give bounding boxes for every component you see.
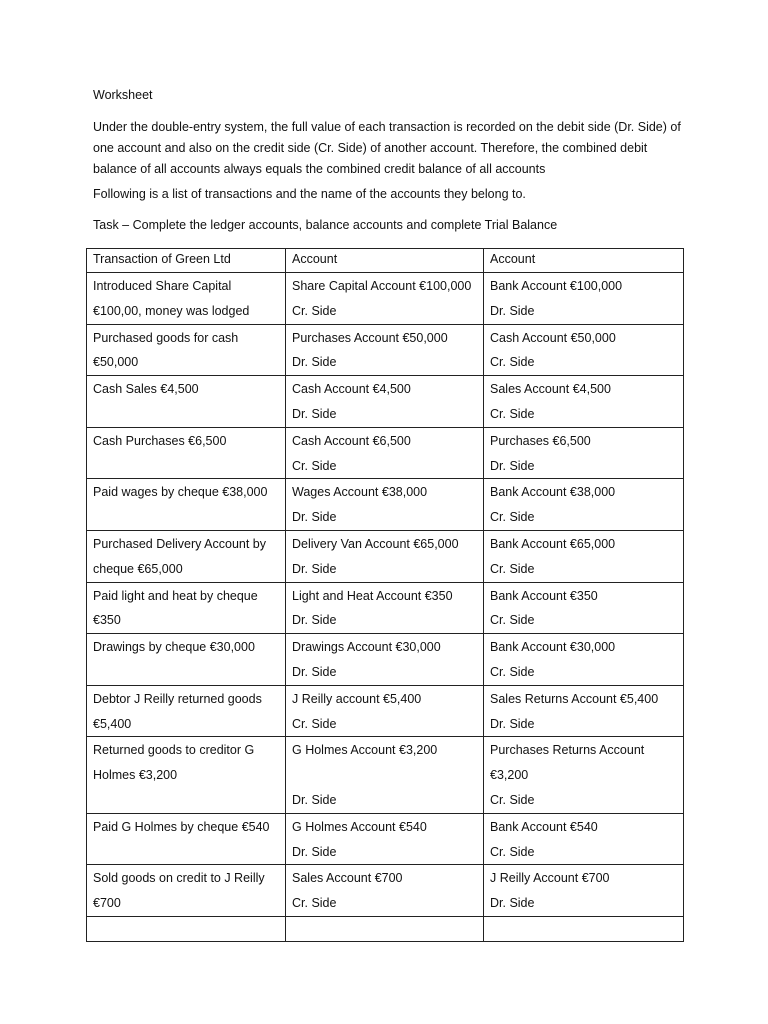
cell-line: Bank Account €100,000 [490, 279, 623, 293]
cell-line: Cash Account €4,500 [292, 382, 411, 397]
debit-account-cell [286, 916, 484, 941]
cell-line: Returned goods to creditor G [93, 743, 255, 758]
cell-line: Purchases Account €50,000 [292, 330, 448, 345]
cell-line: Cr. Side [292, 896, 337, 911]
credit-account-cell [484, 582, 684, 634]
cell-line: Bank Account €38,000 [490, 485, 616, 500]
cell-line: Purchased Delivery Account by [93, 536, 267, 551]
cell-line: Dr. Side [490, 896, 535, 911]
cell-line: Bank Account €350 [490, 588, 598, 603]
cell-line: Drawings by cheque €30,000 [93, 640, 255, 655]
cell-line: Cr. Side [292, 458, 337, 473]
cell-line: Dr. Side [490, 458, 535, 473]
cell-line: Cash Account €50,000 [490, 330, 616, 345]
debit-account-cell [286, 634, 484, 686]
intro-paragraph: Under the double-entry system, the full value of each transaction is recorded on the debit side (Dr. Side) of one account and also on the credit side (Cr. Side) of another account. Therefore, the combined debit balance of all accounts always equals the combined credit balance of all accounts [93, 120, 681, 176]
cell-line: Sales Account €700 [292, 871, 403, 886]
cell-line: Paid light and heat by cheque [93, 588, 258, 603]
cell-line: Dr. Side [292, 561, 337, 576]
cell-line: Bank Account €65,000 [490, 536, 616, 551]
cell-line: Wages Account €38,000 [292, 485, 428, 500]
cell-line: Dr. Side [292, 355, 337, 370]
transaction-cell [87, 324, 286, 376]
header-account-1: Account [286, 249, 484, 273]
credit-account-cell [484, 916, 684, 941]
table-row [87, 813, 684, 865]
cell-line: Dr. Side [292, 406, 337, 421]
credit-account-cell [484, 427, 684, 479]
cell-line: Cash Sales €4,500 [93, 382, 199, 397]
cell-line: Cr. Side [490, 355, 535, 370]
debit-account-cell [286, 376, 484, 428]
cell-line: Dr. Side [292, 510, 337, 525]
cell-line: Drawings Account €30,000 [292, 640, 441, 655]
credit-account-cell [484, 479, 684, 531]
debit-account-cell [286, 685, 484, 737]
cell-line: €50,000 [93, 355, 139, 370]
table-row [87, 916, 684, 941]
transactions-table [86, 248, 684, 942]
table-row [87, 427, 684, 479]
cell-line: Paid wages by cheque €38,000 [93, 485, 268, 500]
table-row [87, 634, 684, 686]
table-header-row [87, 249, 684, 273]
cell-line: Cr. Side [490, 844, 535, 859]
cell-line: Purchases €6,500 [490, 433, 591, 448]
cell-line: Dr. Side [292, 664, 337, 679]
cell-line: Cr. Side [490, 510, 535, 525]
cell-line: Cr. Side [490, 561, 535, 576]
debit-account-cell [286, 865, 484, 917]
cell-line: Sales Account €4,500 [490, 382, 611, 397]
credit-account-cell [484, 685, 684, 737]
cell-line: Cr. Side [292, 716, 337, 731]
cell-line: Dr. Side [292, 792, 337, 807]
table-row [87, 737, 684, 813]
table-row [87, 273, 684, 325]
cell-line: G Holmes Account €540 [292, 819, 427, 834]
credit-account-cell [484, 376, 684, 428]
table-row [87, 324, 684, 376]
credit-account-cell [484, 634, 684, 686]
table-row [87, 376, 684, 428]
cell-line: Dr. Side [490, 716, 535, 731]
credit-account-cell [484, 865, 684, 917]
cell-line: €3,200 [490, 768, 529, 783]
transaction-cell [87, 273, 286, 325]
cell-line: €100,00, money was lodged [93, 303, 250, 318]
debit-account-cell [286, 530, 484, 582]
page-title: Worksheet [93, 88, 153, 102]
cell-line: Paid G Holmes by cheque €540 [93, 819, 270, 834]
table-row [87, 530, 684, 582]
table-row [87, 582, 684, 634]
cell-line: Bank Account €30,000 [490, 640, 616, 655]
cell-line: Debtor J Reilly returned goods [93, 691, 262, 706]
cell-line: Cr. Side [292, 303, 337, 318]
debit-account-cell [286, 324, 484, 376]
cell-line [292, 763, 477, 788]
cell-line: Cash Purchases €6,500 [93, 433, 227, 448]
table-row [87, 685, 684, 737]
transaction-cell [87, 479, 286, 531]
cell-line: €700 [93, 896, 121, 911]
debit-account-cell [286, 737, 484, 813]
credit-account-cell [484, 737, 684, 813]
cell-line: Dr. Side [292, 613, 337, 628]
table-row [87, 479, 684, 531]
credit-account-cell [484, 530, 684, 582]
table-row [87, 865, 684, 917]
cell-line: G Holmes Account €3,200 [292, 743, 438, 758]
cell-line: Light and Heat Account €350 [292, 588, 453, 603]
cell-line: Sales Returns Account €5,400 [490, 691, 659, 706]
cell-line: J Reilly Account €700 [490, 871, 610, 886]
cell-line: €350 [93, 613, 121, 628]
cell-line: Cr. Side [490, 406, 535, 421]
transaction-cell [87, 865, 286, 917]
cell-line: Dr. Side [490, 303, 535, 318]
cell-line: Purchases Returns Account [490, 743, 645, 758]
credit-account-cell [484, 273, 684, 325]
header-transaction: Transaction of Green Ltd [87, 249, 286, 273]
credit-account-cell [484, 324, 684, 376]
cell-line: cheque €65,000 [93, 561, 183, 576]
transaction-cell [87, 634, 286, 686]
cell-line: Holmes €3,200 [93, 768, 178, 783]
transaction-cell [87, 530, 286, 582]
debit-account-cell [286, 479, 484, 531]
cell-line: Delivery Van Account €65,000 [292, 536, 459, 551]
transaction-cell [87, 427, 286, 479]
transaction-cell [87, 685, 286, 737]
task-paragraph: Task – Complete the ledger accounts, balance accounts and complete Trial Balance [93, 218, 558, 232]
list-note-paragraph: Following is a list of transactions and the name of the accounts they belong to. [93, 187, 526, 201]
cell-line: Sold goods on credit to J Reilly [93, 871, 265, 886]
cell-line: Cr. Side [490, 613, 535, 628]
cell-line: Cr. Side [490, 792, 535, 807]
cell-line: Introduced Share Capital [93, 279, 232, 293]
cell-line: Cr. Side [490, 664, 535, 679]
cell-line: Dr. Side [292, 844, 337, 859]
cell-line: Cash Account €6,500 [292, 433, 411, 448]
cell-line: Share Capital Account €100,000 [292, 279, 472, 293]
transaction-cell [87, 376, 286, 428]
debit-account-cell [286, 273, 484, 325]
debit-account-cell [286, 813, 484, 865]
debit-account-cell [286, 427, 484, 479]
header-account-2: Account [484, 249, 684, 273]
transaction-cell [87, 813, 286, 865]
transaction-cell [87, 582, 286, 634]
cell-line: J Reilly account €5,400 [292, 691, 422, 706]
cell-line: €5,400 [93, 716, 132, 731]
cell-line: Purchased goods for cash [93, 330, 239, 345]
debit-account-cell [286, 582, 484, 634]
cell-line: Bank Account €540 [490, 819, 598, 834]
credit-account-cell [484, 813, 684, 865]
transaction-cell [87, 916, 286, 941]
transaction-cell [87, 737, 286, 813]
